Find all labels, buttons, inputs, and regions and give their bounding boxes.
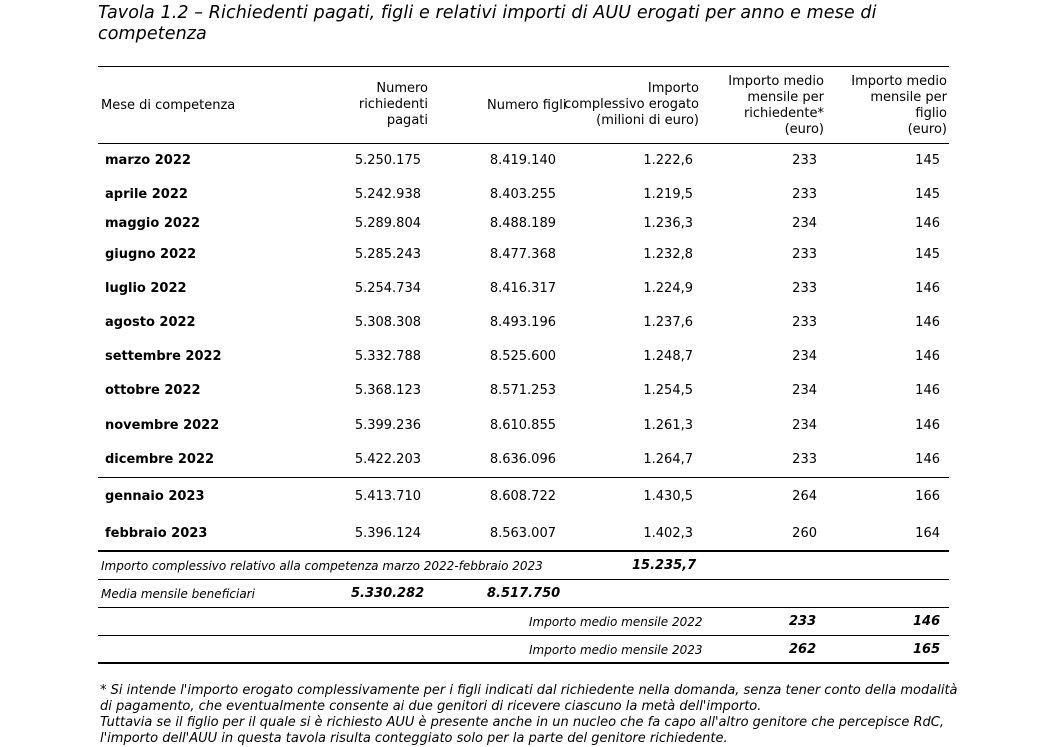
medio-richiedente-cell: 233 [792,315,817,330]
importo-cell: 1.430,5 [643,489,693,504]
medio-figlio-cell: 146 [915,418,940,433]
media-label: Media mensile beneficiari [101,587,255,601]
figli-cell: 8.610.855 [489,418,556,433]
medio-richiedente-cell: 234 [792,216,817,231]
header-month: Mese di competenza [101,98,236,113]
medio-figlio-cell: 146 [915,315,940,330]
top-rule [98,66,949,67]
table-row [98,313,949,333]
media-rule [98,607,949,608]
richiedenti-cell: 5.242.938 [354,187,421,202]
medio-2023-richiedente-value: 262 [789,642,817,657]
medio-2022-label: Importo medio mensile 2022 [529,615,703,629]
month-cell: novembre 2022 [105,418,220,433]
medio-richiedente-cell: 234 [792,349,817,364]
table-row [98,214,949,234]
figli-cell: 8.636.096 [489,452,556,467]
footnote-line: Tuttavia se il figlio per il quale si è richiesto AUU è presente anche in un nucleo che fa capo all'altro genitore che percepisce RdC, l'importo dell'AUU in questa tavola risulta conteggiato solo per la parte del genitore richiedente. [100,715,944,746]
month-cell: aprile 2022 [105,187,188,202]
data-end-rule [98,550,949,552]
richiedenti-cell: 5.396.124 [354,526,421,541]
table-row [98,524,949,544]
richiedenti-cell: 5.399.236 [354,418,421,433]
month-cell: ottobre 2022 [105,383,201,398]
month-cell: marzo 2022 [105,153,191,168]
table-title: Tavola 1.2 – Richiedenti pagati, figli e relativi importi di AUU erogati per anno e mese di competenza [98,3,877,44]
month-cell: febbraio 2023 [105,526,208,541]
medio-figlio-cell: 146 [915,216,940,231]
header-figli: Numero figli [487,98,567,113]
footnote [100,683,960,747]
medio-2023-figlio-value: 165 [913,642,941,657]
figli-cell: 8.608.722 [489,489,556,504]
importo-cell: 1.222,6 [643,153,693,168]
header-medio-figlio-line: figlio [915,106,947,121]
bottom-rule [98,662,949,664]
importo-cell: 1.237,6 [643,315,693,330]
month-cell: giugno 2022 [105,247,197,262]
richiedenti-cell: 5.422.203 [354,452,421,467]
figli-cell: 8.525.600 [489,349,556,364]
medio-2022-figlio-value: 146 [913,614,941,629]
header-richiedenti-line: pagati [386,113,428,128]
header-medio-figlio-line: mensile per [870,90,947,105]
medio-figlio-cell: 146 [915,349,940,364]
figli-cell: 8.419.140 [489,153,556,168]
richiedenti-cell: 5.332.788 [354,349,421,364]
medio-2022-rule [98,635,949,636]
total-value: 15.235,7 [632,558,697,573]
medio-richiedente-cell: 233 [792,247,817,262]
richiedenti-cell: 5.413.710 [354,489,421,504]
total-label: Importo complessivo relativo alla competenza marzo 2022-febbraio 2023 [101,559,543,573]
header-rule [98,143,949,144]
medio-richiedente-cell: 233 [792,187,817,202]
figli-cell: 8.416.317 [489,281,556,296]
importo-cell: 1.232,8 [643,247,693,262]
importo-cell: 1.264,7 [643,452,693,467]
importo-cell: 1.261,3 [643,418,693,433]
month-cell: gennaio 2023 [105,489,205,504]
medio-richiedente-cell: 233 [792,281,817,296]
medio-2023-label: Importo medio mensile 2023 [529,643,703,657]
header-importo-line: Importo [647,81,699,96]
medio-richiedente-cell: 233 [792,153,817,168]
importo-cell: 1.402,3 [643,526,693,541]
importo-cell: 1.236,3 [643,216,693,231]
medio-figlio-cell: 166 [915,489,940,504]
month-cell: dicembre 2022 [105,452,215,467]
header-medio-richiedente-line: richiedente* [743,106,824,121]
medio-figlio-cell: 146 [915,383,940,398]
medio-richiedente-cell: 234 [792,383,817,398]
header-medio-figlio-line: Importo medio [851,74,947,89]
table-row [98,245,949,265]
importo-cell: 1.219,5 [643,187,693,202]
media-figli-value: 8.517.750 [487,586,561,601]
richiedenti-cell: 5.254.734 [354,281,421,296]
richiedenti-cell: 5.368.123 [354,383,421,398]
medio-2022-richiedente-value: 233 [789,614,817,629]
figli-cell: 8.493.196 [489,315,556,330]
header-importo-line: (milioni di euro) [596,113,699,128]
medio-figlio-cell: 145 [915,187,940,202]
medio-figlio-cell: 164 [915,526,940,541]
footnote-line: * Si intende l'importo erogato complessivamente per i figli indicati dal richiedente nella domanda, senza tener conto della modalità di pagamento, che eventualmente consente ai due genitori di ricevere ciascuno la metà dell'importo. [100,683,958,714]
figli-cell: 8.488.189 [489,216,556,231]
table-row [98,279,949,299]
header-richiedenti [300,81,428,129]
richiedenti-cell: 5.250.175 [354,153,421,168]
medio-figlio-cell: 146 [915,452,940,467]
table-row [98,487,949,507]
importo-cell: 1.254,5 [643,383,693,398]
medio-richiedente-cell: 260 [792,526,817,541]
medio-figlio-cell: 145 [915,247,940,262]
table-row [98,347,949,367]
figli-cell: 8.477.368 [489,247,556,262]
month-cell: luglio 2022 [105,281,187,296]
header-medio-figlio-line: (euro) [907,122,947,137]
table-row [98,185,949,205]
month-cell: agosto 2022 [105,315,196,330]
month-cell: maggio 2022 [105,216,201,231]
importo-cell: 1.248,7 [643,349,693,364]
figli-cell: 8.563.007 [489,526,556,541]
medio-figlio-cell: 146 [915,281,940,296]
table-row [98,450,949,470]
month-cell: settembre 2022 [105,349,222,364]
header-medio-figlio [830,74,947,138]
medio-richiedente-cell: 264 [792,489,817,504]
total-rule [98,579,949,580]
header-richiedenti-line: Numero [376,81,428,96]
header-importo-line: complessivo erogato [564,97,699,112]
richiedenti-cell: 5.289.804 [354,216,421,231]
header-richiedenti-line: richiedenti [358,97,428,112]
richiedenti-cell: 5.308.308 [354,315,421,330]
header-medio-richiedente-line: Importo medio [728,74,824,89]
year-separator-rule [98,477,949,478]
header-medio-richiedente-line: mensile per [747,90,824,105]
header-importo [540,81,699,129]
figli-cell: 8.571.253 [489,383,556,398]
importo-cell: 1.224,9 [643,281,693,296]
medio-richiedente-cell: 234 [792,418,817,433]
richiedenti-cell: 5.285.243 [354,247,421,262]
header-medio-richiedente-line: (euro) [784,122,824,137]
table-row [98,151,949,171]
medio-richiedente-cell: 233 [792,452,817,467]
figli-cell: 8.403.255 [489,187,556,202]
header-medio-richiedente [700,74,824,138]
table-row [98,416,949,436]
media-richiedenti-value: 5.330.282 [351,586,425,601]
table-row [98,381,949,401]
medio-figlio-cell: 145 [915,153,940,168]
